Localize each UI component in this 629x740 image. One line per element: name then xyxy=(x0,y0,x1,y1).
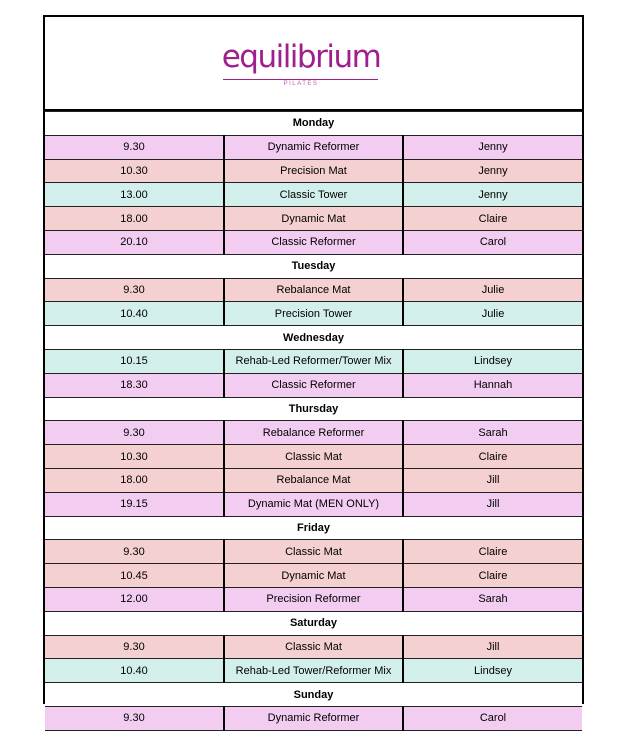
session-class: Classic Reformer xyxy=(224,230,403,254)
session-time: 9.30 xyxy=(45,278,224,302)
session-class: Dynamic Reformer xyxy=(224,135,403,159)
day-header-row xyxy=(45,326,582,350)
session-row xyxy=(45,468,582,492)
session-time: 10.40 xyxy=(45,302,224,326)
session-time: 9.30 xyxy=(45,635,224,659)
session-time: 9.30 xyxy=(45,135,224,159)
session-instructor: Carol xyxy=(403,230,582,254)
day-header-row xyxy=(45,397,582,421)
session-instructor: Lindsey xyxy=(403,659,582,683)
session-time: 19.15 xyxy=(45,492,224,516)
session-row xyxy=(45,445,582,469)
session-class: Classic Reformer xyxy=(224,373,403,397)
session-class: Dynamic Mat xyxy=(224,564,403,588)
session-class: Rehab-Led Reformer/Tower Mix xyxy=(224,349,403,373)
session-instructor: Sarah xyxy=(403,587,582,611)
session-instructor: Julie xyxy=(403,278,582,302)
session-instructor: Lindsey xyxy=(403,349,582,373)
session-time: 12.00 xyxy=(45,587,224,611)
logo-divider xyxy=(223,79,378,80)
session-time: 10.40 xyxy=(45,659,224,683)
session-row xyxy=(45,278,582,302)
logo-subtitle: PILATES xyxy=(283,81,319,87)
session-row xyxy=(45,564,582,588)
session-row xyxy=(45,230,582,254)
session-instructor: Hannah xyxy=(403,373,582,397)
session-row xyxy=(45,349,582,373)
day-name: Saturday xyxy=(45,611,582,635)
session-row xyxy=(45,421,582,445)
session-row xyxy=(45,540,582,564)
day-name: Wednesday xyxy=(45,326,582,350)
session-instructor: Julie xyxy=(403,302,582,326)
day-header-row xyxy=(45,112,582,136)
session-row xyxy=(45,659,582,683)
session-instructor: Claire xyxy=(403,207,582,231)
session-instructor: Jill xyxy=(403,468,582,492)
session-time: 20.10 xyxy=(45,230,224,254)
day-name: Thursday xyxy=(45,397,582,421)
session-time: 9.30 xyxy=(45,706,224,730)
session-class: Classic Tower xyxy=(224,183,403,207)
session-class: Precision Reformer xyxy=(224,587,403,611)
session-instructor: Jenny xyxy=(403,159,582,183)
session-time: 10.15 xyxy=(45,349,224,373)
session-class: Precision Tower xyxy=(224,302,403,326)
session-row xyxy=(45,706,582,730)
session-instructor: Jill xyxy=(403,635,582,659)
session-class: Dynamic Mat xyxy=(224,207,403,231)
session-row xyxy=(45,635,582,659)
session-class: Rebalance Mat xyxy=(224,468,403,492)
session-instructor: Claire xyxy=(403,540,582,564)
session-time: 13.00 xyxy=(45,183,224,207)
day-name: Friday xyxy=(45,516,582,540)
session-instructor: Jill xyxy=(403,492,582,516)
session-time: 18.00 xyxy=(45,207,224,231)
session-class: Dynamic Reformer xyxy=(224,706,403,730)
session-time: 10.30 xyxy=(45,159,224,183)
session-row xyxy=(45,159,582,183)
session-class: Rebalance Reformer xyxy=(224,421,403,445)
session-row xyxy=(45,207,582,231)
session-class: Precision Mat xyxy=(224,159,403,183)
day-name: Sunday xyxy=(45,683,582,707)
session-row xyxy=(45,492,582,516)
session-class: Classic Mat xyxy=(224,445,403,469)
schedule-table xyxy=(45,111,582,731)
session-instructor: Carol xyxy=(403,706,582,730)
day-name: Tuesday xyxy=(45,254,582,278)
session-time: 9.30 xyxy=(45,421,224,445)
session-time: 10.30 xyxy=(45,445,224,469)
session-instructor: Jenny xyxy=(403,183,582,207)
session-instructor: Claire xyxy=(403,445,582,469)
header xyxy=(45,17,582,111)
session-class: Classic Mat xyxy=(224,540,403,564)
session-instructor: Jenny xyxy=(403,135,582,159)
timetable-page xyxy=(43,15,584,725)
session-row xyxy=(45,302,582,326)
session-class: Classic Mat xyxy=(224,635,403,659)
session-class: Rebalance Mat xyxy=(224,278,403,302)
session-time: 10.45 xyxy=(45,564,224,588)
session-class: Rehab-Led Tower/Reformer Mix xyxy=(224,659,403,683)
session-time: 18.00 xyxy=(45,468,224,492)
day-header-row xyxy=(45,516,582,540)
day-header-row xyxy=(45,683,582,707)
brand-logo xyxy=(221,39,381,91)
session-instructor: Claire xyxy=(403,564,582,588)
session-time: 18.30 xyxy=(45,373,224,397)
logo-wordmark: equilibrium xyxy=(221,39,381,75)
session-class: Dynamic Mat (MEN ONLY) xyxy=(224,492,403,516)
day-name: Monday xyxy=(45,112,582,136)
day-header-row xyxy=(45,611,582,635)
session-row xyxy=(45,135,582,159)
session-row xyxy=(45,587,582,611)
session-time: 9.30 xyxy=(45,540,224,564)
session-row xyxy=(45,373,582,397)
day-header-row xyxy=(45,254,582,278)
session-row xyxy=(45,183,582,207)
session-instructor: Sarah xyxy=(403,421,582,445)
